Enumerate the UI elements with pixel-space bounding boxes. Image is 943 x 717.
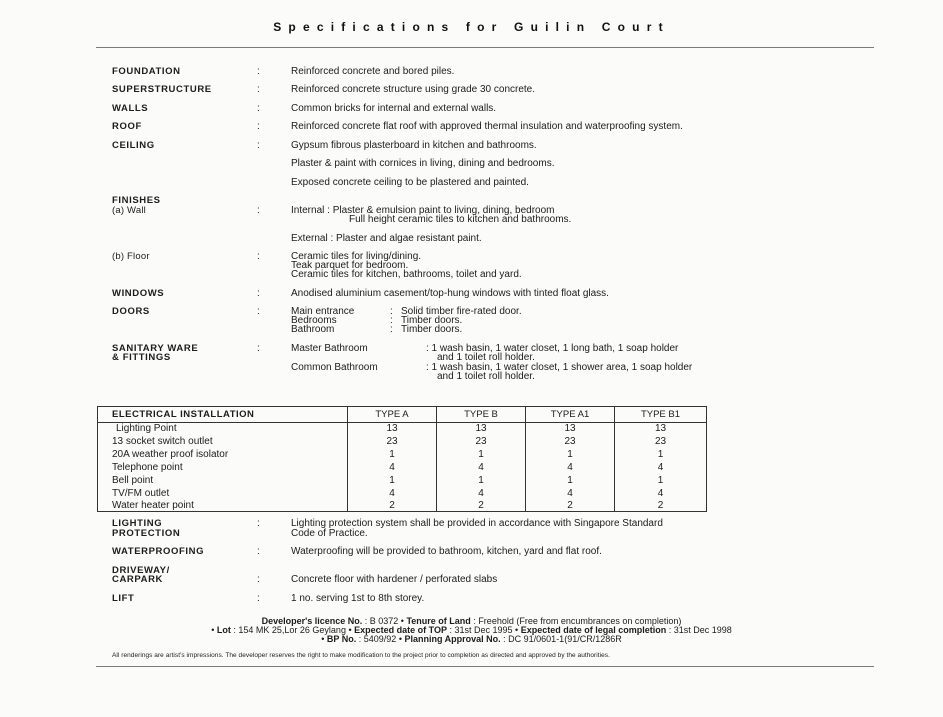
sanitary-room: Common Bathroom (291, 362, 378, 373)
bottom-divider (96, 666, 874, 667)
spec-label: FOUNDATION (112, 66, 181, 77)
lot-value: : 154 MK 25,Lor 26 Geylang (230, 625, 349, 635)
table-cell: 23 (564, 436, 576, 447)
table-cell: 1 (657, 475, 664, 486)
colon: : (257, 66, 260, 77)
table-cell: 13 (386, 423, 398, 434)
bullet: • (348, 625, 352, 635)
spec-label: PROTECTION (112, 528, 181, 539)
spec-value: Reinforced concrete flat roof with approved thermal insulation and waterproofing system. (291, 121, 683, 132)
spec-label: WINDOWS (112, 288, 165, 299)
colon: : (257, 593, 260, 604)
spec-label: SUPERSTRUCTURE (112, 84, 212, 95)
spec-value: Reinforced concrete structure using grade 30 concrete. (291, 84, 536, 95)
spec-label: CARPARK (112, 574, 163, 585)
internal-line: Plaster & emulsion paint to living, dining, bedroom (332, 205, 555, 216)
electrical-table (97, 406, 707, 512)
top-label: Expected date of TOP (354, 625, 447, 635)
spec-label: ROOF (112, 121, 142, 132)
spec-sublabel: (a) Wall (112, 205, 146, 216)
door-room: Main entrance (291, 306, 355, 317)
legal-value: : 31st Dec 1998 (666, 625, 732, 635)
bp-value: : 5409/92 (356, 634, 399, 644)
spec-label: WALLS (112, 103, 149, 114)
door-desc: Solid timber fire-rated door. (401, 306, 522, 317)
table-cell: 4 (389, 462, 395, 473)
door-sep: : (390, 324, 393, 335)
table-row-label: 13 socket switch outlet (112, 436, 213, 447)
table-header-rule (98, 422, 706, 423)
spec-value: Anodised aluminium casement/top-hung windows with tinted float glass. (291, 288, 609, 299)
sanitary-desc: and 1 toilet roll holder. (437, 352, 535, 363)
licence-value: : B 0372 (362, 616, 401, 626)
door-sep: : (390, 315, 393, 326)
spec-label: DRIVEWAY/ (112, 565, 170, 576)
table-cell: 4 (657, 462, 664, 473)
bullet: • (211, 625, 215, 635)
sanitary-desc: : 1 wash basin, 1 water closet, 1 shower area, 1 soap holder (426, 362, 693, 373)
table-row-label: 20A weather proof isolator (112, 449, 229, 460)
table-cell: 1 (567, 449, 573, 460)
planning-label: Planning Approval No. (404, 634, 501, 644)
table-cell: 2 (567, 500, 573, 511)
column-header: TYPE A1 (550, 409, 590, 420)
legal-label: Expected date of legal completion (520, 625, 667, 635)
colon: : (257, 518, 260, 529)
bullet: • (321, 634, 325, 644)
colon: : (257, 288, 260, 299)
colon: : (257, 306, 260, 317)
spec-label: & FITTINGS (112, 352, 171, 363)
door-room: Bathroom (291, 324, 335, 335)
table-cell: 1 (389, 449, 395, 460)
table-cell: 1 (478, 449, 484, 460)
colon: : (257, 205, 260, 216)
lot-label: Lot (216, 625, 231, 635)
internal-line: Full height ceramic tiles to kitchen and bathrooms. (349, 214, 572, 225)
colon: : (257, 574, 260, 585)
top-divider (96, 47, 874, 48)
spec-label: DOORS (112, 306, 150, 317)
spec-value: Waterproofing will be provided to bathroom, kitchen, yard and flat roof. (291, 546, 602, 557)
bp-label: BP No. (326, 634, 357, 644)
table-cell: 2 (657, 500, 664, 511)
door-room: Bedrooms (291, 315, 337, 326)
bullet: • (515, 625, 519, 635)
floor-line: Ceramic tiles for living/dining. (291, 251, 422, 262)
table-row-label: Lighting Point (116, 423, 177, 434)
table-cell: 2 (478, 500, 484, 511)
spec-value: Concrete floor with hardener / perforated slabs (291, 574, 498, 585)
table-cell: 23 (475, 436, 487, 447)
spec-label: FINISHES (112, 195, 161, 206)
spec-label: WATERPROOFING (112, 546, 205, 557)
column-header: TYPE A (375, 409, 409, 420)
table-cell: 4 (478, 462, 484, 473)
door-sep: : (390, 306, 393, 317)
table-row-label: Water heater point (112, 500, 194, 511)
sanitary-room: Master Bathroom (291, 343, 368, 354)
colon: : (257, 84, 260, 95)
table-cell: 4 (567, 488, 573, 499)
colon: : (257, 251, 260, 262)
internal-lead: Internal : (291, 205, 333, 216)
sanitary-desc: and 1 toilet roll holder. (437, 371, 535, 382)
table-cell: 1 (657, 449, 664, 460)
table-cell: 13 (654, 423, 667, 434)
spec-value: Code of Practice. (291, 528, 368, 539)
table-cell: 13 (475, 423, 487, 434)
table-row-label: Telephone point (112, 462, 183, 473)
table-row-label: TV/FM outlet (112, 488, 170, 499)
spec-value: Reinforced concrete and bored piles. (291, 66, 455, 77)
tenure-value: : Freehold (Free from encumbrances on completion) (470, 616, 682, 626)
footer-bp-line (0, 635, 943, 644)
table-cell: 4 (389, 488, 395, 499)
spec-value: Lighting protection system shall be provided in accordance with Singapore Standard (291, 518, 663, 529)
column-header: TYPE B (464, 409, 498, 420)
colon: : (257, 343, 260, 354)
bullet: • (398, 634, 402, 644)
licence-label: Developer's licence No. (261, 616, 363, 626)
spec-sublabel: (b) Floor (112, 251, 150, 262)
door-desc: Timber doors. (401, 324, 463, 335)
table-cell: 23 (654, 436, 667, 447)
table-cell: 13 (564, 423, 576, 434)
table-row-label: Bell point (112, 475, 154, 486)
table-title: ELECTRICAL INSTALLATION (112, 409, 255, 420)
top-value: : 31st Dec 1995 (446, 625, 516, 635)
colon: : (257, 121, 260, 132)
disclaimer: All renderings are artist's impressions. The developer reserves the right to make modification to the project prior to completion as directed and approved by the authorities. (112, 652, 610, 659)
spec-label: LIGHTING (112, 518, 163, 529)
colon: : (257, 103, 260, 114)
planning-value: : DC 91/0601-1(91/CR/1286R (500, 634, 622, 644)
table-cell: 1 (478, 475, 484, 486)
page-title: Specifications for Guilin Court (273, 20, 670, 34)
bullet: • (400, 616, 404, 626)
colon: : (257, 140, 260, 151)
sanitary-desc: : 1 wash basin, 1 water closet, 1 long bath, 1 soap holder (426, 343, 679, 354)
table-cell: 1 (567, 475, 573, 486)
table-cell: 23 (386, 436, 398, 447)
table-cell: 1 (389, 475, 395, 486)
table-cell: 4 (478, 488, 484, 499)
wall-external: External : Plaster and algae resistant paint. (291, 233, 482, 244)
spec-label: CEILING (112, 140, 155, 151)
spec-value: Common bricks for internal and external walls. (291, 103, 497, 114)
colon: : (257, 546, 260, 557)
floor-line: Teak parquet for bedroom. (291, 260, 409, 271)
spec-label: LIFT (112, 593, 135, 604)
floor-line: Ceramic tiles for kitchen, bathrooms, toilet and yard. (291, 269, 522, 280)
ceiling-line: Plaster & paint with cornices in living, dining and bedrooms. (291, 158, 555, 169)
spec-value: Gypsum fibrous plasterboard in kitchen and bathrooms. (291, 140, 537, 151)
column-header: TYPE B1 (640, 409, 681, 420)
table-cell: 4 (657, 488, 664, 499)
table-cell: 4 (567, 462, 573, 473)
door-desc: Timber doors. (401, 315, 463, 326)
ceiling-line: Exposed concrete ceiling to be plastered and painted. (291, 177, 529, 188)
table-cell: 2 (389, 500, 395, 511)
spec-label: SANITARY WARE (112, 343, 199, 354)
spec-value: 1 no. serving 1st to 8th storey. (291, 593, 425, 604)
tenure-label: Tenure of Land (406, 616, 471, 626)
